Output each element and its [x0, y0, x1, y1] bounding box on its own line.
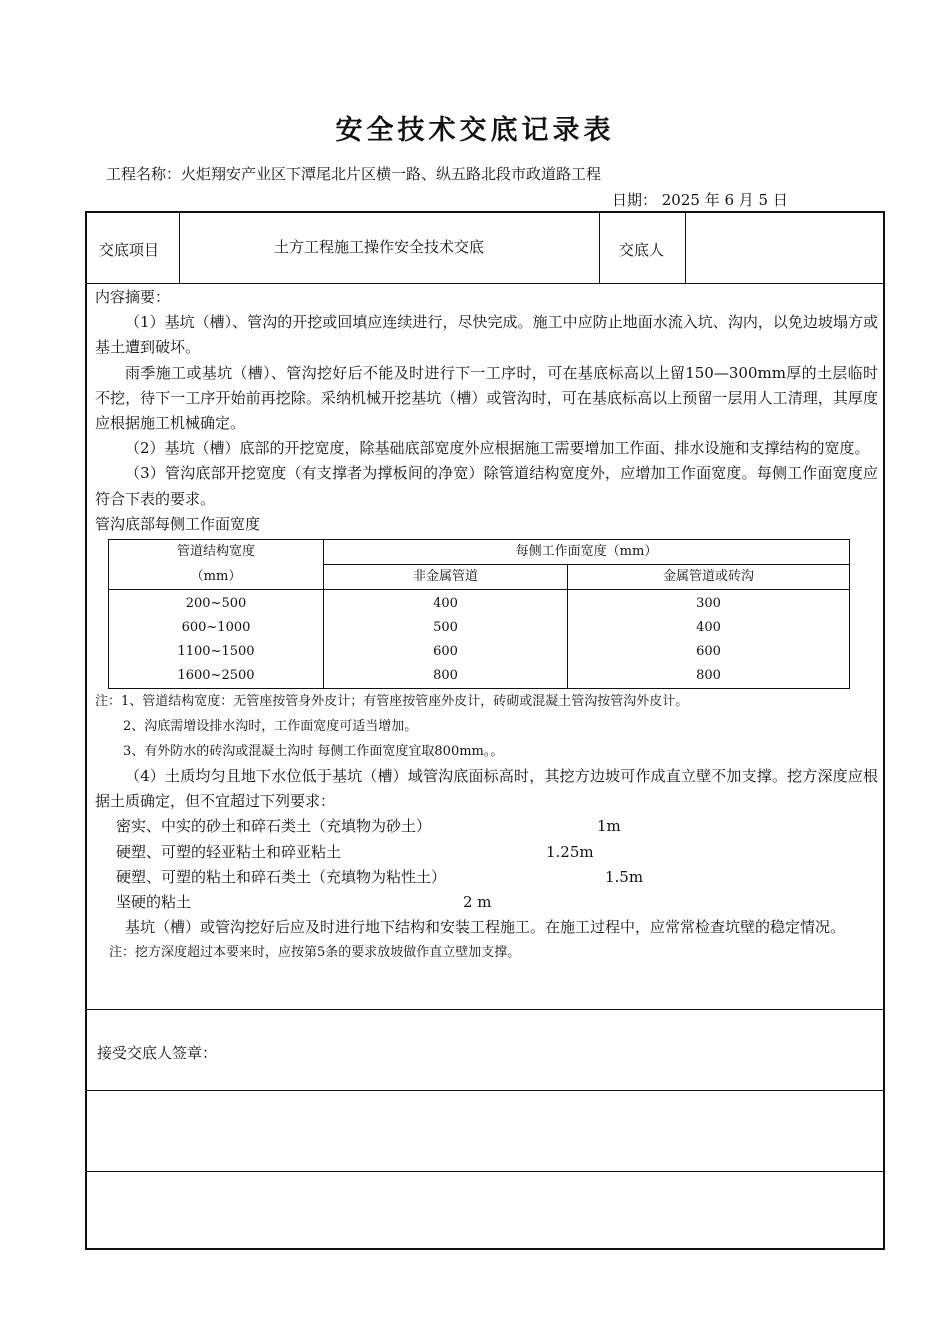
table-note-1: 注：1、管道结构宽度：无管座按管身外皮计；有管座按管座外皮计，砖砌或混凝土管沟按管沟外皮计。 — [95, 694, 689, 710]
depth-note: 注：挖方深度超过本要来时，应按第5条的要求放坡做作直立壁加支撑。 — [109, 945, 521, 961]
table-cell: 800 — [568, 664, 850, 689]
row-divider — [87, 1171, 883, 1172]
table-cell: 400 — [568, 616, 850, 640]
project-name: 工程名称：火炬翔安产业区下潭尾北片区横一路、纵五路北段市政道路工程 — [106, 165, 602, 183]
soil-depth: 1.25m — [546, 842, 594, 861]
soil-depth: 1.5m — [605, 867, 644, 886]
paragraph-1: （1）基坑（槽）、管沟的开挖或回填应连续进行，尽快完成。施工中应防止地面水流入坑、沟内，以免边坡塌方或基土遭到破坏。 — [95, 313, 878, 357]
table-cell: 800 — [324, 664, 568, 689]
col2-header: 非金属管道 — [324, 565, 568, 590]
col1-header-b: （mm） — [109, 565, 324, 590]
table-cell: 300 — [568, 590, 850, 617]
col1-header-a: 管道结构宽度 — [109, 540, 324, 565]
paragraph-4: （3）管沟底部开挖宽度（有支撑者为撑板间的净宽）除管道结构宽度外，应增加工作面宽度。每侧工作面宽度应符合下表的要求。 — [95, 464, 878, 508]
table-note-3: 3、有外防水的砖沟或混凝土沟时 每侧工作面宽度宜取800mm。。 — [123, 744, 504, 760]
item-value: 土方工程施工操作安全技术交底 — [274, 238, 485, 256]
table-cell: 600 — [568, 640, 850, 664]
paragraph-3: （2）基坑（槽）底部的开挖宽度，除基础底部宽度外应根据施工需要增加工作面、排水设施和支撑结构的宽度。 — [125, 439, 870, 458]
row-divider — [87, 1090, 883, 1091]
work-width-table — [108, 539, 850, 689]
item-label: 交底项目 — [99, 241, 160, 259]
paragraph-5: （4）土质均匀且地下水位低于基坑（槽）域管沟底面标高时，其挖方边坡可作成直立壁不加支撑。挖方深度应根据土质确定，但不宜超过下列要求： — [95, 767, 878, 811]
soil-name: 坚硬的粘土 — [116, 893, 192, 911]
table-caption: 管沟底部每侧工作面宽度 — [95, 514, 261, 533]
summary-label: 内容摘要： — [95, 288, 171, 306]
soil-row — [95, 814, 878, 839]
paragraph-6: 基坑（槽）或管沟挖好后应及时进行地下结构和安装工程施工。在施工过程中，应常常检查坑壁的稳定情况。 — [125, 918, 846, 937]
soil-name: 硬塑、可塑的粘土和碎石类土（充填物为粘性土） — [116, 867, 447, 886]
group-header: 每侧工作面宽度（mm） — [324, 540, 850, 565]
row-divider — [87, 283, 883, 284]
table-cell: 1100~1500 — [109, 640, 324, 664]
table-note-2: 2、沟底需增设排水沟时，工作面宽度可适当增加。 — [123, 719, 418, 735]
table-cell: 600 — [324, 640, 568, 664]
soil-depth: 2 m — [463, 893, 492, 911]
divider — [179, 213, 180, 283]
record-form — [85, 211, 885, 1250]
person-label: 交底人 — [619, 241, 665, 259]
soil-row — [95, 865, 878, 890]
table-cell: 400 — [324, 590, 568, 617]
soil-depth: 1m — [597, 817, 621, 836]
col3-header: 金属管道或砖沟 — [568, 565, 850, 590]
table-cell: 500 — [324, 616, 568, 640]
table-cell: 1600~2500 — [109, 664, 324, 689]
paragraph-2: 雨季施工或基坑（槽）、管沟挖好后不能及时进行下一工序时，可在基底标高以上留150—300mm厚的土层临时不挖，待下一工序开始前再挖除。采纳机械开挖基坑（槽）或管沟时，可在基底标高以上预留一层用人工清理，其厚度应根据施工机械确定。 — [95, 363, 878, 433]
soil-row — [95, 840, 878, 865]
document-title: 安全技术交底记录表 — [335, 115, 615, 146]
row-divider — [87, 1009, 883, 1010]
signature-label: 接受交底人签章： — [97, 1044, 218, 1062]
table-cell: 600~1000 — [109, 616, 324, 640]
table-cell: 200~500 — [109, 590, 324, 617]
soil-name: 硬塑、可塑的轻亚粘土和碎亚粘土 — [116, 842, 342, 861]
divider — [685, 213, 686, 283]
divider — [599, 213, 600, 283]
record-date: 日期： 2025 年 6 月 5 日 — [612, 191, 788, 209]
soil-name: 密实、中实的砂土和碎石类土（充填物为砂土） — [116, 817, 432, 836]
content-section — [95, 285, 878, 965]
soil-row — [95, 890, 878, 915]
